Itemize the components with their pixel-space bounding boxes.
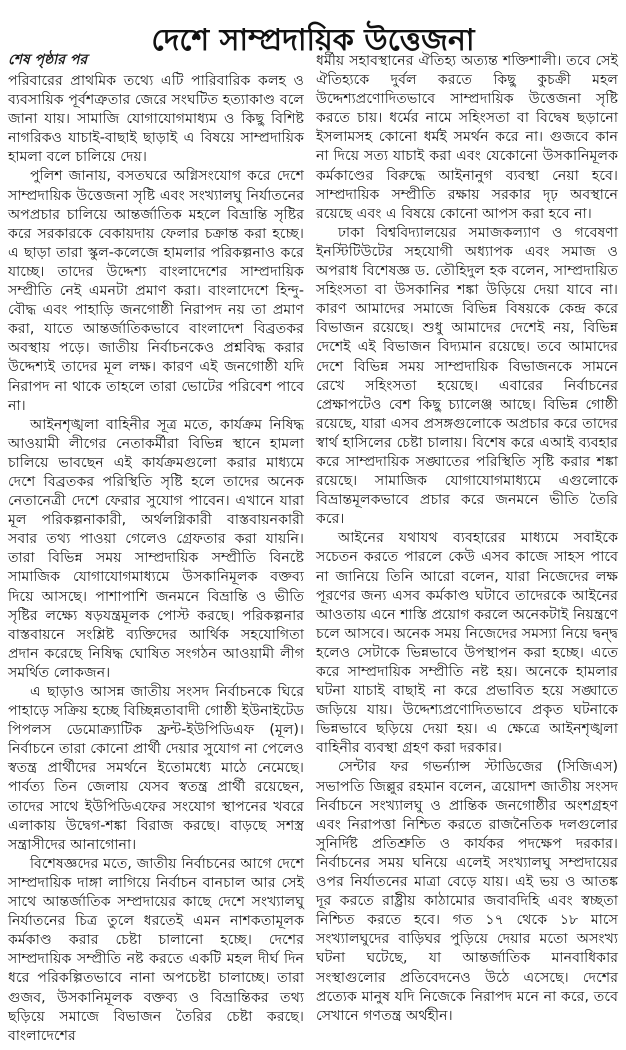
paragraph: এ ছাড়াও আসন্ন জাতীয় সংসদ নির্বাচনকে ঘিরে পাহাড়ে সক্রিয় হচ্ছে বিচ্ছিন্নতাবাদী গোষ্ঠী ইউনাইটেড পিপলস ডেমোক্র্যাটিক ফ্রন্ট-ইউপিডিএফ (মূল)। নির্বাচনে তারা কোনো প্রার্থী দেয়ার সুযোগ না পেলেও স্বতন্ত্র প্রার্থীদের সমর্থনে ইতোমধ্যে মাঠে নেমেছে। পার্বত্য তিন জেলায় যেসব স্বতন্ত্র প্রার্থী রয়েছেন, তাদের সাথে ইউপিডিএফের সংযোগ স্থাপনের খবরে এলাকায় উদ্বেগ-শঙ্কা বিরাজ করছে। বাড়ছে সশস্ত্র সন্ত্রাসীদের আনাগোনা। [8, 684, 304, 853]
paragraph: বিশেষজ্ঞদের মতে, জাতীয় নির্বাচনের আগে দেশে সাম্প্রদায়িক দাঙ্গা লাগিয়ে নির্বাচন বানচাল আর সেই সাথে আন্তর্জাতিক সম্প্রদায়ের কাছে দেশে সংখ্যালঘু নির্যাতনের চিত্র তুলে ধরতেই এমন নাশকতামূলক কর্মকাণ্ড করার চেষ্টা চালানো হচ্ছে। দেশের সাম্প্রদায়িক সম্প্রীতি নষ্ট করতে একটি মহল দীর্ঘ দিন ধরে পরিকল্পিতভাবে নানা অপচেষ্টা চালাচ্ছে। তারা গুজব, উসকানিমূলক বক্তব্য ও বিভ্রান্তিকর তথ্য ছড়িয়ে সমাজে বিভাজন তৈরির চেষ্টা করছে। বাংলাদেশের [8, 855, 304, 1044]
paragraph: আইনের যথাযথ ব্যবহারের মাধ্যমে সবাইকে সচেতন করতে পারলে কেউ এসব কাজে সাহস পাবে না জানিয়ে তিনি আরো বলেন, যারা নিজেদের লক্ষ পূরণের জন্য এসব কর্মকাণ্ড ঘটাবে তাদেরকে আইনের আওতায় এনে শাস্তি প্রয়োগ করলে অনেকটাই নিয়ন্ত্রণে চলে আসবে। অনেক সময় নিজেদের সমস্যা নিয়ে দ্বন্দ্ব হলেও সেটাকে ভিন্নভাবে উপস্থাপন করা হচ্ছে। এতে করে সাম্প্রদায়িক সম্প্রীতি নষ্ট হয়। অনেকে হামলার ঘটনা যাচাই বাছাই না করে প্রভাবিত হয়ে সঙ্ঘাতে জড়িয়ে যায়। উদ্দেশ্যপ্রণোদিতভাবে প্রকৃত ঘটনাকে ভিন্নভাবে ছড়িয়ে দেয়া হয়। এ ক্ষেত্রে আইনশৃঙ্খলা বাহিনীর ব্যবস্থা গ্রহণ করা দরকার। [316, 530, 618, 757]
paragraph: পুলিশ জানায়, বসতঘরে অগ্নিসংযোগ করে দেশে সাম্প্রদায়িক উত্তেজনা সৃষ্টি এবং সংখ্যালঘু নির্যাতনের অপপ্রচার চালিয়ে আন্তর্জাতিক মহলে বিভ্রান্তি সৃষ্টির করে সরকারকে বেকায়দায় ফেলার চক্রান্ত করা হচ্ছে। এ ছাড়া তারা স্কুল-কলেজে হামলার পরিকল্পনাও করে যাচ্ছে। তাদের উদ্দেশ্য বাংলাদেশের সাম্প্রদায়িক সম্প্রীতি নেই এমনটা প্রমাণ করা। বাংলাদেশে হিন্দু-বৌদ্ধ এবং পাহাড়ি জনগোষ্ঠী নিরাপদ নয় তা প্রমাণ করা, যাতে আন্তর্জাতিকভাবে বাংলাদেশ বিব্রতকর অবস্থায় পড়ে। জাতীয় নির্বাচনকেও প্রশ্নবিদ্ধ করার উদ্দেশ্যই তাদের মূল লক্ষ। কারণ এই জনগোষ্ঠী যদি নিরাপদ না থাকে তাহলে তারা ভোটের পরিবেশ পাবে না। [8, 168, 304, 414]
continued-from-label: শেষ পৃষ্ঠার পর [8, 52, 88, 68]
article-column-left [8, 46, 304, 1046]
article-column-right [316, 52, 618, 1026]
paragraph: পরিবারের প্রাথমিক তথ্যে এটি পারিবারিক কলহ ও ব্যবসায়িক পূর্বশত্রুতার জেরে সংঘটিত হত্যাকাণ্ড বলে জানা যায়। সামাজি যোগাযোগমাধ্যম ও কিছু বিশিষ্ট নাগরিকও যাচাই-বাছাই ছাড়াই এ বিষয়ে সাম্প্রদায়িক হামলা বলে চালিয়ে দেয়। [8, 73, 304, 166]
paragraph: আইনশৃঙ্খলা বাহিনীর সূত্র মতে, কার্যক্রম নিষিদ্ধ আওয়ামী লীগের নেতাকর্মীরা বিভিন্ন স্থানে হামলা চালিয়ে ভাবছেন এই কার্যক্রমগুলো করার মাধ্যমে দেশে বিব্রতকর পরিস্থিতি সৃষ্টি হলে তাদের অনেক নেতানেত্রী দেশে ফেরার সুযোগ পাবেন। এখানে যারা মূল পরিকল্পনাকারী, অর্থলগ্নিকারী বাস্তবায়নকারী সবার তথ্য পাওয়া গেলেও গ্রেফতার করা যায়নি। তারা বিভিন্ন সময় সাম্প্রদায়িক সম্প্রীতি বিনষ্টে সামাজিক যোগাযোগমাধ্যমে উসকানিমূলক বক্তব্য দিয়ে আসছে। পাশাপাশি জনমনে বিভ্রান্তি ও ভীতি সৃষ্টির লক্ষ্যে ষড়যন্ত্রমূলক পোস্ট করছে। পরিকল্পনার বাস্তবায়নে সংশ্লিষ্ট ব্যক্তিদের আর্থিক সহযোগিতা প্রদান করেছে নিষিদ্ধ ঘোষিত সংগঠন আওয়ামী লীগ সমর্থিত লোকজন। [8, 416, 304, 681]
headline: দেশে সাম্প্রদায়িক উত্তেজনা [151, 23, 475, 59]
paragraph: ঢাকা বিশ্ববিদ্যালয়ের সমাজকল্যাণ ও গবেষণা ইনস্টিটিউটের সহযোগী অধ্যাপক এবং সমাজ ও অপরাধ বিশেষজ্ঞ ড. তৌহিদুল হক বলেন, সাম্প্রদায়িত সহিংসতা বা উসকানির শঙ্কা উড়িয়ে দেয়া যাবে না। কারণ আমাদের সমাজে বিভিন্ন বিষয়কে কেন্দ্র করে বিভাজন রয়েছে। শুধু আমাদের দেশেই নয়, বিভিন্ন দেশেই এই বিভাজন বিদ্যমান রয়েছে। তবে আমাদের দেশে বিভিন্ন সময় সাম্প্রদায়িক বিভাজনকে সামনে রেখে সহিংসতা হয়েছে। এবারের নির্বাচনের প্রেক্ষাপটেও বেশ কিছু চ্যালেঞ্জ আছে। বিভিন্ন গোষ্ঠী রয়েছে, যারা এসব প্রসঙ্গগুলোকে অপ্রচার করে তাদের স্বার্থ হাসিলের চেষ্টা চালায়। বিশেষ করে এআই ব্যবহার করে সাম্প্রদায়িক সঙ্ঘাতের পরিস্থিতি সৃষ্টি করার শঙ্কা রয়েছে। সামাজিক যোগাযোগমাধ্যমে এগুলোকে বিভ্রান্তমূলকভাবে প্রচার করে জনমনে ভীতি তৈরি করে। [316, 224, 618, 528]
paragraph: সেন্টার ফর গভর্ন্যান্স স্টাডিজের (সিজিএস) সভাপতি জিল্লুর রহমান বলেন, ত্রয়োদশ জাতীয় সংসদ নির্বাচনে সংখ্যালঘু ও প্রান্তিক জনগোষ্ঠীর অংশগ্রহণ এবং নিরাপত্তা নিশ্চিত করতে রাজনৈতিক দলগুলোর সুনির্দিষ্ট প্রতিশ্রুতি ও কার্যকর পদক্ষেপ দরকার। নির্বাচনের সময় ঘনিয়ে এলেই সংখ্যালঘু সম্প্রদায়ের ওপর নির্যাতনের মাত্রা বেড়ে যায়। এই ভয় ও আতঙ্ক দূর করতে রাষ্ট্রীয় কাঠামোর জবাবদিহি এবং স্বচ্ছতা নিশ্চিত করতে হবে। গত ১৭ থেকে ১৮ মাসে সংখ্যালঘুদের বাড়িঘর পুড়িয়ে দেয়ার মতো অসংখ্য ঘটনা ঘটেছে, যা আন্তর্জাতিক মানবাধিকার সংস্থাগুলোর প্রতিবেদনেও উঠে এসেছে। দেশের প্রত্যেক মানুষ যদি নিজেকে নিরাপদ মনে না করে, তবে সেখানে গণতন্ত্র অর্থহীন। [316, 759, 618, 1024]
paragraph: ধর্মীয় সহাবস্থানের ঐতিহ্য অত্যন্ত শক্তিশালী। তবে সেই ঐতিহ্যকে দুর্বল করতে কিছু কুচক্রী মহল উদ্দেশ্যপ্রণোদিতভাবে সাম্প্রদায়িক উত্তেজনা সৃষ্টি করতে চায়। ধর্মের নামে সহিংসতা বা বিদ্বেষ ছড়ানো ইসলামসহ কোনো ধর্মই সমর্থন করে না। গুজবে কান না দিয়ে সত্য যাচাই করা এবং যেকোনো উসকানিমূলক কর্মকাণ্ডের বিরুদ্ধে আইনানুগ ব্যবস্থা নেয়া হবে। সাম্প্রদায়িক সম্প্রীতি রক্ষায় সরকার দৃঢ় অবস্থানে রয়েছে এবং এ বিষয়ে কোনো আপস করা হবে না। [316, 53, 618, 222]
